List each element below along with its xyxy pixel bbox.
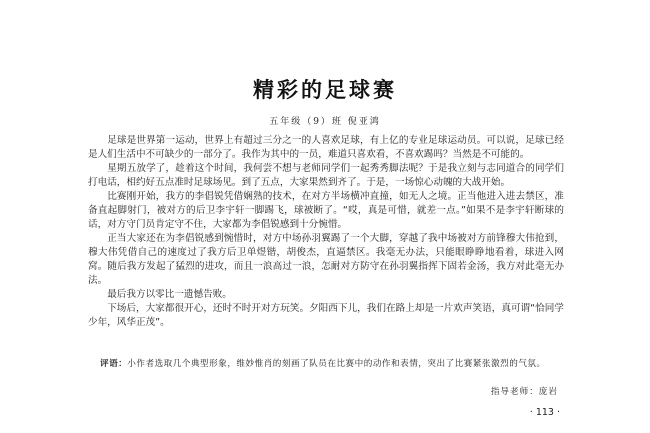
- paragraph: 下场后，大家都很开心，还时不时开对方玩笑。夕阳西下儿，我们在路上却是一片欢声笑语，真可谓“恰同学少年，风华正茂”。: [88, 303, 564, 328]
- teacher-comment: [100, 357, 562, 371]
- comment-text: 小作者选取几个典型形象，维妙惟肖的刻画了队员在比赛中的动作和表情，突出了比赛紧张激烈的气氛。: [127, 359, 546, 369]
- paragraph: 星期五放学了，趁着这个时间，我何尝不想与老师同学们一起秀秀脚法呢？于是我立刻与志同道合的同学们打电话，相约好五点准时足球场见。到了五点，大家果然到齐了。于是，一场惊心动魄的大战开始。: [88, 163, 564, 188]
- article-author: 五年级（9）班 倪亚鸿: [269, 117, 381, 127]
- page-number: · 113 ·: [529, 407, 560, 418]
- article-title: 精彩的足球赛: [253, 78, 397, 102]
- comment-label: 评语：: [100, 359, 128, 369]
- paragraph: 比赛刚开始，我方的李倡锐凭借娴熟的技术，在对方半场横冲直撞，如无人之境。正当他进入进去禁区，准备直起脚射门，被对方的后卫李宇轩一脚踢飞，球被断了。“哎，真是可惜，就差一点。”如果不是李宇轩断球的话，对方守门员肯定守不住，大家都为李倡锐感到十分惋惜。: [88, 191, 564, 230]
- paragraph: 足球是世界第一运动，世界上有超过三分之一的人喜欢足球，有上亿的专业足球运动员。可以说，足球已经是人们生活中不可缺少的一部分了。我作为其中的一员，难道只喜欢看，不喜欢踢吗？当然是不可能的。: [88, 135, 564, 160]
- paragraph: 最后我方以零比一遗憾告败。: [107, 289, 232, 300]
- paragraph: 正当大家还在为李倡锐感到惋惜时，对方中场孙羽翼踢了一个大脚，穿越了我中场被对方前锋穆大伟抢到，穆大伟凭借自己的速度过了我方后卫单煜锴，胡俊杰，直逼禁区。我毫无办法，只能眼睁睁地看着，球进入网窝。随后我方发起了猛烈的进攻，而且一浪高过一浪，怎耐对方防守在孙羽翼指挥下固若金汤，我方对此毫无办法。: [88, 233, 564, 286]
- article-body: [88, 134, 564, 330]
- instructor-credit: 指导老师：庞岩: [490, 387, 558, 397]
